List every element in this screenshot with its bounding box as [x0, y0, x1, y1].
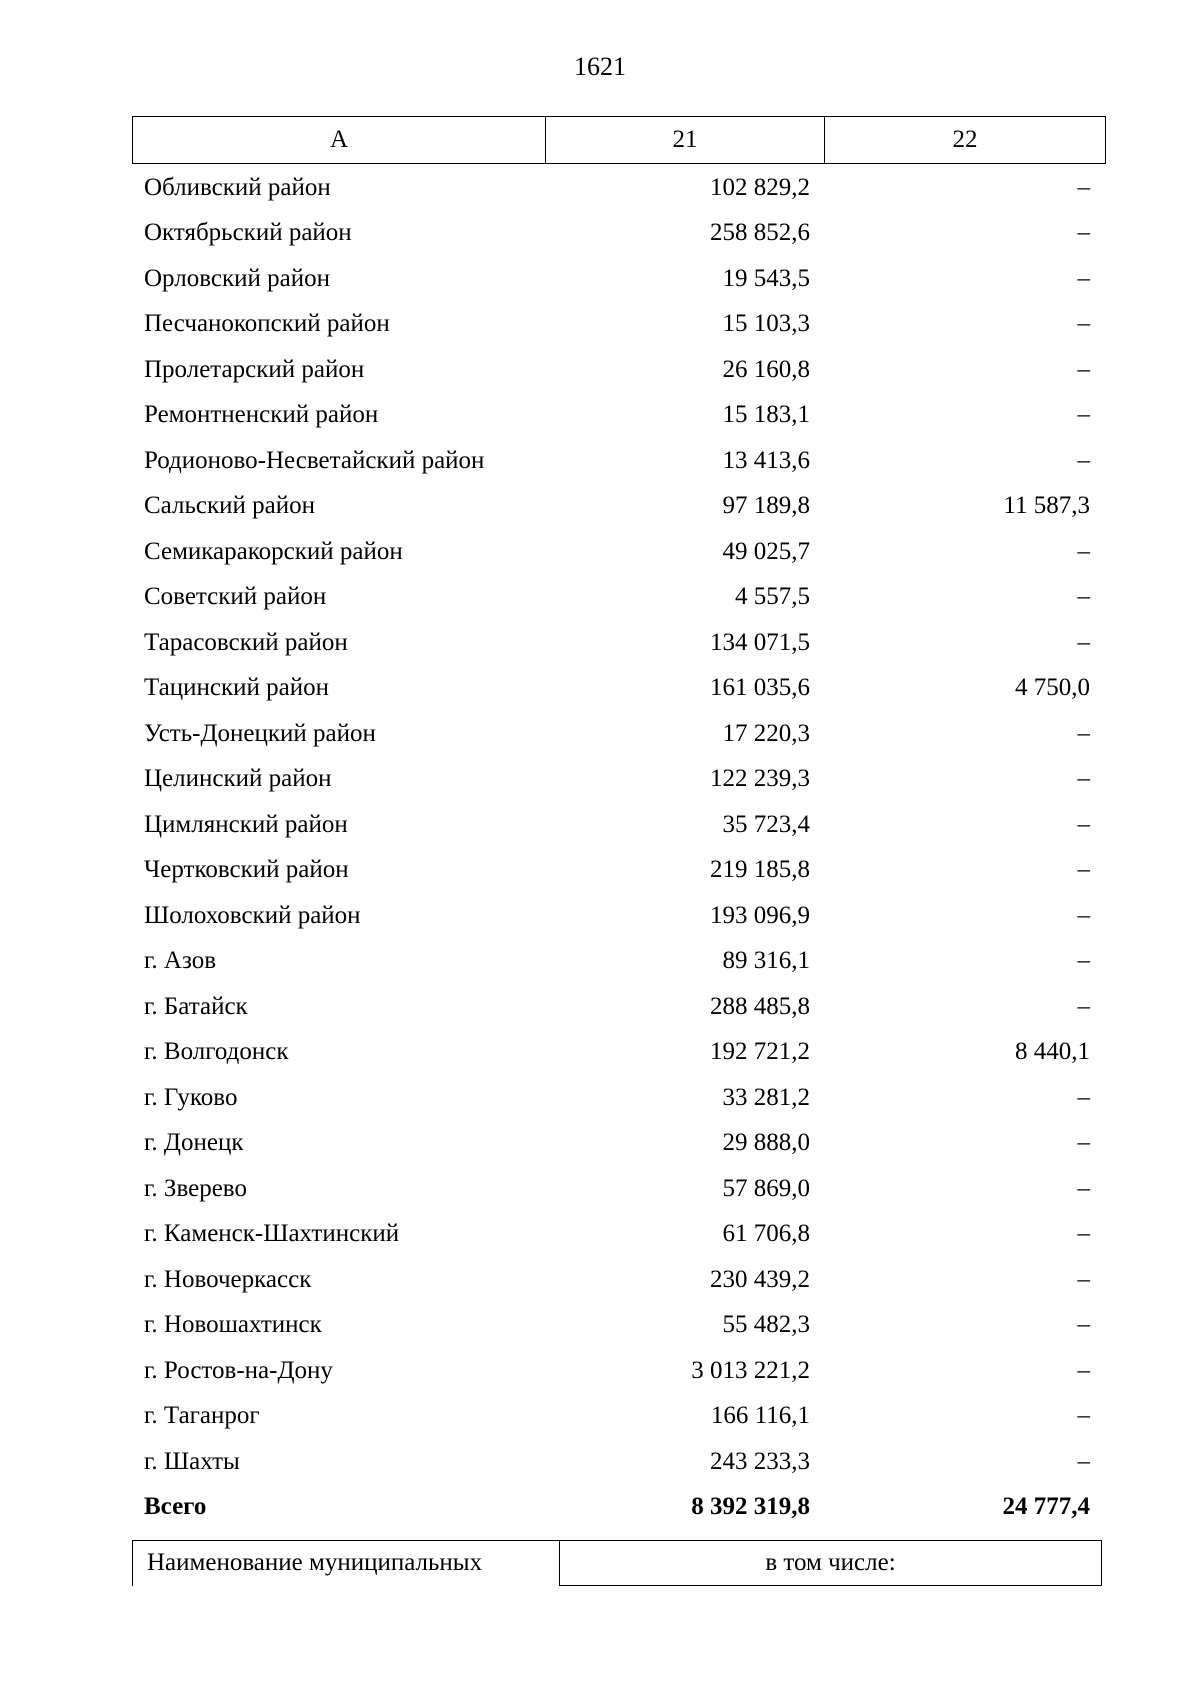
table-row: [132, 666, 1102, 712]
row-name: Шолоховский район: [144, 901, 361, 929]
total-row: [132, 1485, 1102, 1531]
row-value-22: –: [1077, 1311, 1090, 1339]
table-row: [132, 1212, 1102, 1258]
row-value-21: 26 160,8: [722, 355, 810, 383]
row-value-22: –: [1077, 1447, 1090, 1475]
header-col-a: А: [133, 117, 546, 164]
row-value-21: 61 706,8: [722, 1220, 810, 1248]
row-value-22: –: [1077, 446, 1090, 474]
row-value-21: 134 071,5: [710, 628, 810, 656]
row-name: Обливский район: [144, 173, 331, 201]
table-row: [132, 757, 1102, 803]
row-value-21: 243 233,3: [710, 1447, 810, 1475]
row-value-22: –: [1077, 310, 1090, 338]
row-name: г. Донецк: [144, 1129, 244, 1157]
row-name: г. Новошахтинск: [144, 1311, 322, 1339]
row-value-21: 219 185,8: [710, 856, 810, 884]
row-name: г. Зверево: [144, 1174, 247, 1202]
row-value-21: 33 281,2: [722, 1083, 810, 1111]
row-name: Родионово-Несветайский район: [144, 446, 485, 474]
row-value-22: –: [1077, 810, 1090, 838]
row-name: Семикаракорский район: [144, 537, 403, 565]
row-value-21: 57 869,0: [722, 1174, 810, 1202]
table-row: [132, 711, 1102, 757]
row-value-21: 288 485,8: [710, 992, 810, 1020]
row-name: Ремонтненский район: [144, 401, 379, 429]
row-value-22: –: [1077, 219, 1090, 247]
row-value-21: 15 103,3: [722, 310, 810, 338]
table-row: [132, 939, 1102, 985]
row-name: Усть-Донецкий район: [144, 719, 376, 747]
table-row: [132, 165, 1102, 211]
row-value-22: –: [1077, 401, 1090, 429]
row-value-22: –: [1077, 901, 1090, 929]
row-value-21: 19 543,5: [722, 264, 810, 292]
table-row: [132, 211, 1102, 257]
row-value-21: 55 482,3: [722, 1311, 810, 1339]
row-name: Советский район: [144, 583, 327, 611]
row-value-21: 193 096,9: [710, 901, 810, 929]
row-value-21: 97 189,8: [722, 492, 810, 520]
row-value-22: –: [1077, 173, 1090, 201]
row-value-22: –: [1077, 1356, 1090, 1384]
table-row: [132, 1121, 1102, 1167]
row-value-22: –: [1077, 1174, 1090, 1202]
row-value-21: 13 413,6: [722, 446, 810, 474]
row-value-21: 122 239,3: [710, 765, 810, 793]
table-row: [132, 620, 1102, 666]
row-name: Тацинский район: [144, 674, 329, 702]
row-value-21: 3 013 221,2: [691, 1356, 810, 1384]
row-value-21: 230 439,2: [710, 1265, 810, 1293]
row-value-21: 166 116,1: [710, 1402, 810, 1430]
row-value-22: –: [1077, 947, 1090, 975]
header-col-22: 22: [825, 117, 1106, 164]
table-row: [132, 347, 1102, 393]
table-next-header: [132, 1540, 1102, 1586]
next-header-including-cell: в том числе:: [560, 1541, 1102, 1586]
row-value-21: 35 723,4: [722, 810, 810, 838]
table-row: [132, 1303, 1102, 1349]
header-col-21: 21: [546, 117, 825, 164]
row-value-22: 4 750,0: [1015, 674, 1090, 702]
row-name: г. Каменск-Шахтинский: [144, 1220, 400, 1248]
row-value-21: 15 183,1: [722, 401, 810, 429]
row-value-22: –: [1077, 1129, 1090, 1157]
row-name: Чертковский район: [144, 856, 349, 884]
row-name: г. Волгодонск: [144, 1038, 289, 1066]
row-value-21: 89 316,1: [722, 947, 810, 975]
row-value-22: –: [1077, 355, 1090, 383]
row-name: Пролетарский район: [144, 355, 365, 383]
row-name: г. Новочеркасск: [144, 1265, 312, 1293]
row-value-21: 4 557,5: [735, 583, 810, 611]
total-value-22: 24 777,4: [1002, 1493, 1090, 1521]
row-value-22: 11 587,3: [1003, 492, 1090, 520]
row-name: г. Ростов-на-Дону: [144, 1356, 333, 1384]
row-value-22: –: [1077, 537, 1090, 565]
next-header-name-cell: Наименование муниципальных: [133, 1541, 560, 1586]
row-name: г. Таганрог: [144, 1402, 260, 1430]
row-value-21: 258 852,6: [710, 219, 810, 247]
row-value-22: 8 440,1: [1015, 1038, 1090, 1066]
row-name: Цимлянский район: [144, 810, 348, 838]
row-value-21: 49 025,7: [722, 537, 810, 565]
row-value-22: –: [1077, 719, 1090, 747]
row-name: Тарасовский район: [144, 628, 348, 656]
row-name: г. Шахты: [144, 1447, 240, 1475]
row-value-22: –: [1077, 264, 1090, 292]
table-row: [132, 438, 1102, 484]
table-row: [132, 1257, 1102, 1303]
table-row: [132, 484, 1102, 530]
page-number: 1621: [574, 52, 626, 81]
row-value-21: 161 035,6: [710, 674, 810, 702]
table-row: [132, 1030, 1102, 1076]
row-value-21: 17 220,3: [722, 719, 810, 747]
row-value-22: –: [1077, 1265, 1090, 1293]
table-row: [132, 393, 1102, 439]
table-row: [132, 802, 1102, 848]
row-value-22: –: [1077, 1220, 1090, 1248]
table-row: [132, 1166, 1102, 1212]
table-header: [132, 116, 1106, 164]
table-body: [132, 165, 1102, 1530]
row-name: г. Гуково: [144, 1083, 238, 1111]
table-row: [132, 984, 1102, 1030]
row-value-22: –: [1077, 765, 1090, 793]
row-value-21: 29 888,0: [722, 1129, 810, 1157]
row-name: Песчанокопский район: [144, 310, 390, 338]
row-name: Целинский район: [144, 765, 332, 793]
total-label: Всего: [144, 1493, 207, 1521]
table-row: [132, 529, 1102, 575]
row-value-21: 192 721,2: [710, 1038, 810, 1066]
table-row: [132, 1439, 1102, 1485]
table-row: [132, 893, 1102, 939]
row-value-22: –: [1077, 1083, 1090, 1111]
table-row: [132, 575, 1102, 621]
row-value-22: –: [1077, 1402, 1090, 1430]
row-name: Октябрьский район: [144, 219, 352, 247]
table-row: [132, 1348, 1102, 1394]
row-value-22: –: [1077, 856, 1090, 884]
row-name: Орловский район: [144, 264, 330, 292]
table-row: [132, 848, 1102, 894]
table-row: [132, 1075, 1102, 1121]
row-value-22: –: [1077, 583, 1090, 611]
table-row: [132, 302, 1102, 348]
row-value-21: 102 829,2: [710, 173, 810, 201]
row-value-22: –: [1077, 992, 1090, 1020]
row-name: г. Батайск: [144, 992, 248, 1020]
row-name: г. Азов: [144, 947, 217, 975]
row-value-22: –: [1077, 628, 1090, 656]
row-name: Сальский район: [144, 492, 315, 520]
table-row: [132, 256, 1102, 302]
table-row: [132, 1394, 1102, 1440]
total-value-21: 8 392 319,8: [691, 1493, 810, 1521]
